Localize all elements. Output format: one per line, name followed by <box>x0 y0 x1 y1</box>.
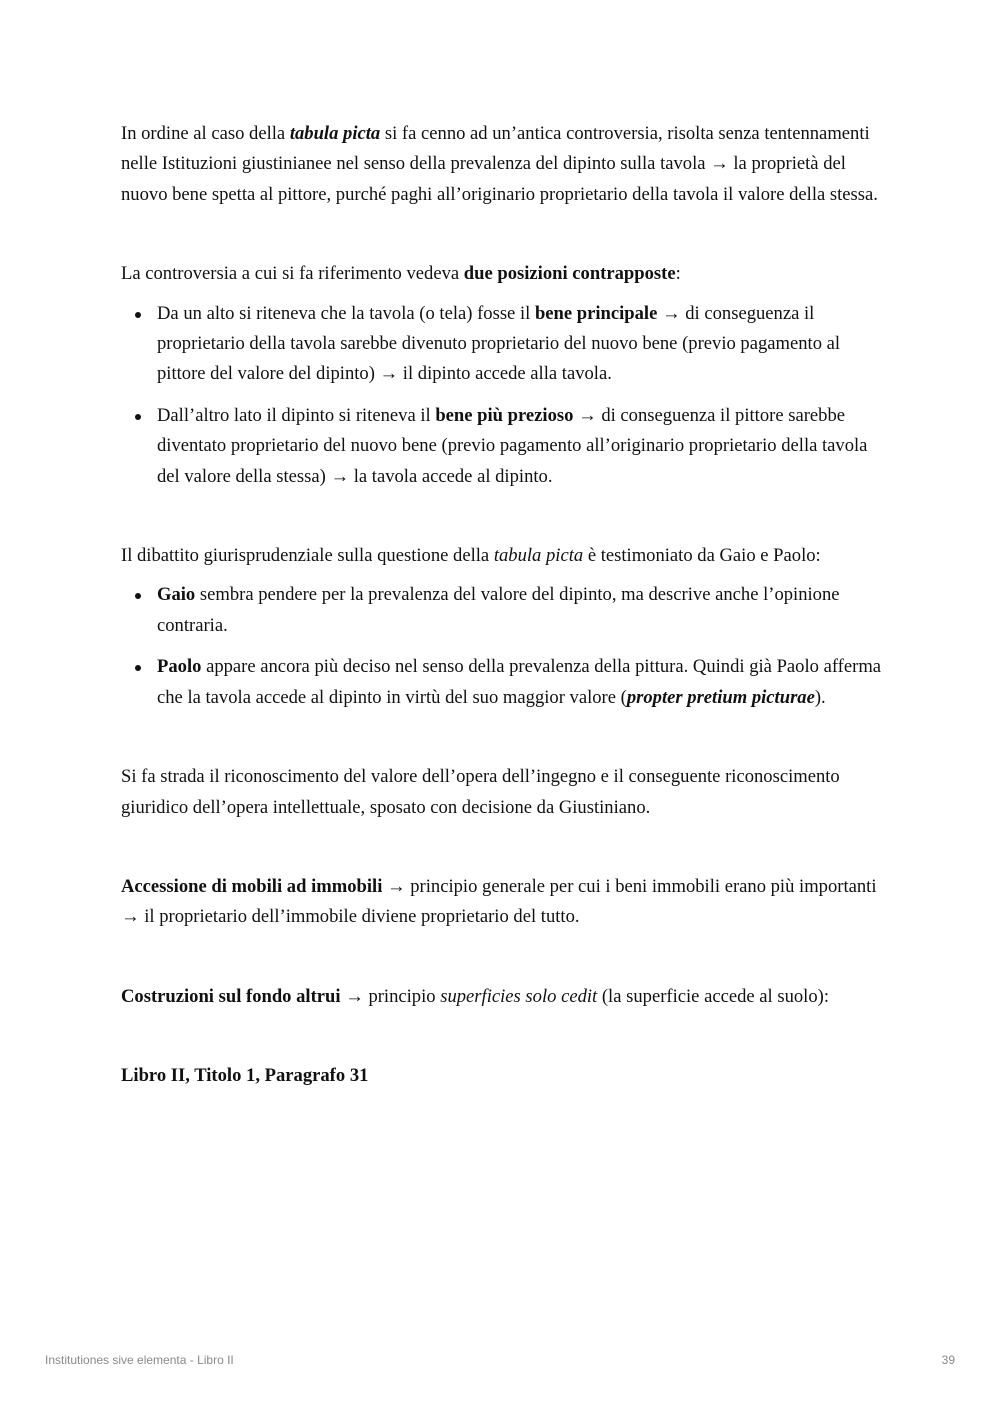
reference-heading: Libro II, Titolo 1, Paragrafo 31 <box>121 1065 369 1087</box>
positions-list <box>121 299 889 492</box>
paragraph-intellectual-work: Si fa strada il riconoscimento del valore dell’opera dell’ingegno e il conseguente riconoscimento giuridico dell’opera intellettuale, sposato con decisione da Giustiniano. <box>121 766 840 818</box>
bold-term: bene più prezioso <box>435 404 574 426</box>
list-item <box>157 299 889 390</box>
text-run: → di conseguenza il pittore sarebbe diventato proprietario del nuovo bene (previo pagamento all’originario proprietario della tavola del valore della stessa) → la tavola accede al dipinto. <box>157 404 868 487</box>
text-run: sembra pendere per la prevalenza del valore del dipinto, ma descrive anche l’opinione contraria. <box>157 584 840 636</box>
bold-term: Accessione di mobili ad immobili <box>121 875 383 897</box>
list-item <box>157 652 889 713</box>
paragraph-debate <box>121 541 889 571</box>
text-run: Da un alto si riteneva che la tavola (o tela) fosse il <box>157 302 535 324</box>
text-run: → principio generale per cui i beni immobili erano più importanti → il proprietario dell’immobile diviene proprietario del tutto. <box>121 875 877 928</box>
bold-term: bene principale <box>534 302 658 324</box>
text-run: appare ancora più deciso nel senso della prevalenza della pittura. Quindi già Paolo afferma che la tavola accede al dipinto in virtù del suo maggior valore ( <box>157 656 882 708</box>
jurists-list <box>121 580 889 713</box>
bold-term: Gaio <box>157 584 196 606</box>
bold-term: Paolo <box>157 656 202 678</box>
paragraph-movables-to-immovables <box>121 872 889 933</box>
page-content <box>121 119 889 1092</box>
text-run: Dall’altro lato il dipinto si riteneva il <box>157 404 436 426</box>
bold-term: Costruzioni sul fondo altrui <box>121 985 341 1007</box>
text-run: si fa cenno ad un’antica controversia, risolta senza tentennamenti nelle Istituzioni giustinianee nel senso della prevalenza del dipinto sulla tavola → la proprietà del nuovo bene spetta al pittore, purché paghi all’originario proprietario della tavola il valore della stessa. <box>121 123 878 205</box>
text-run: → di conseguenza il proprietario della tavola sarebbe divenuto proprietario del nuovo bene (previo pagamento al pittore del valore del dipinto) → il dipinto accede alla tavola. <box>157 302 841 385</box>
italic-term: superficies solo cedit <box>440 985 598 1007</box>
text-run: → principio <box>340 985 441 1007</box>
bold-term: due posizioni contrapposte <box>463 263 676 285</box>
text-run: è testimoniato da Gaio e Paolo: <box>583 545 821 567</box>
footer-title: Institutiones sive elementa - Libro II <box>45 1353 234 1367</box>
emphasis-term: propter pretium picturae <box>626 686 815 708</box>
text-run: In ordine al caso della <box>121 123 290 144</box>
text-run: (la superficie accede al suolo): <box>597 985 830 1007</box>
paragraph-constructions <box>121 982 889 1012</box>
list-item <box>157 580 889 641</box>
text-run: La controversia a cui si fa riferimento vedeva <box>121 263 464 285</box>
list-item <box>157 401 889 492</box>
text-run: Il dibattito giurisprudenziale sulla questione della <box>121 545 494 567</box>
paragraph-tabula-picta-intro <box>121 119 889 210</box>
emphasis-term: tabula picta <box>289 123 381 144</box>
page-footer <box>45 1353 955 1369</box>
text-run: : <box>675 263 681 285</box>
page-number: 39 <box>941 1353 955 1367</box>
italic-term: tabula picta <box>493 545 584 567</box>
text-run: ). <box>814 686 826 708</box>
paragraph-controversy <box>121 259 889 289</box>
